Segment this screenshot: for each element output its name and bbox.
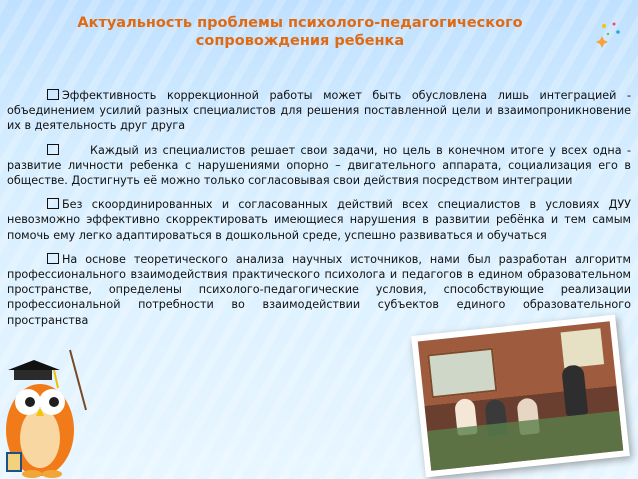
bullet-paragraph xyxy=(7,197,631,243)
photo-content xyxy=(418,321,624,470)
bullet-text: Эффективность коррекционной работы может быть обусловлена лишь интеграцией - объединением усилий разных специалистов для решения поставленной цели и взаимопроникновение их в деятельность друг друга xyxy=(7,89,631,133)
classroom-photo xyxy=(411,315,630,478)
bullet-paragraph xyxy=(7,252,631,328)
checkbox-bullet-icon xyxy=(47,253,59,264)
checkbox-bullet-icon xyxy=(47,198,59,209)
photo-board xyxy=(427,348,497,399)
photo-window xyxy=(561,328,605,368)
bullet-text: Каждый из специалистов решает свои задачи, но цель в конечном итоге у всех одна - развитие личности ребенка с нарушениями опорно – двигательного аппарата, социализация его в обществе. Достигнуть её можно только согласовывая свои действия посредством интеграции xyxy=(7,143,631,188)
checkbox-bullet-icon xyxy=(47,89,59,100)
sparkle-icon xyxy=(594,18,626,50)
bullet-paragraph xyxy=(7,143,631,189)
owl-teacher-icon xyxy=(0,340,90,479)
bullet-text: На основе теоретического анализа научных источников, нами был разработан алгоритм профессионального взаимодействия практического психолога и педагогов в едином образовательном пространстве, определены психолого-педагогические условия, способствующие реализации профессиональной потребности во взаимодействии субъектов единого образовательного пространства xyxy=(7,252,631,327)
checkbox-bullet-icon xyxy=(47,144,59,155)
slide-title xyxy=(40,14,560,50)
title-line-2: сопровождения ребенка xyxy=(195,33,405,49)
slide-body xyxy=(7,88,631,337)
title-line-1: Актуальность проблемы психолого-педагогического xyxy=(77,15,523,31)
bullet-text: Без скоординированных и согласованных действий всех специалистов в условиях ДУУ невозможно эффективно скорректировать имеющиеся нарушения в развитии ребёнка и тем самым помочь ему легко адаптироваться в дошкольной среде, успешно развиваться и обучаться xyxy=(7,198,631,242)
bullet-paragraph xyxy=(7,88,631,134)
photo-teacher xyxy=(561,364,588,416)
